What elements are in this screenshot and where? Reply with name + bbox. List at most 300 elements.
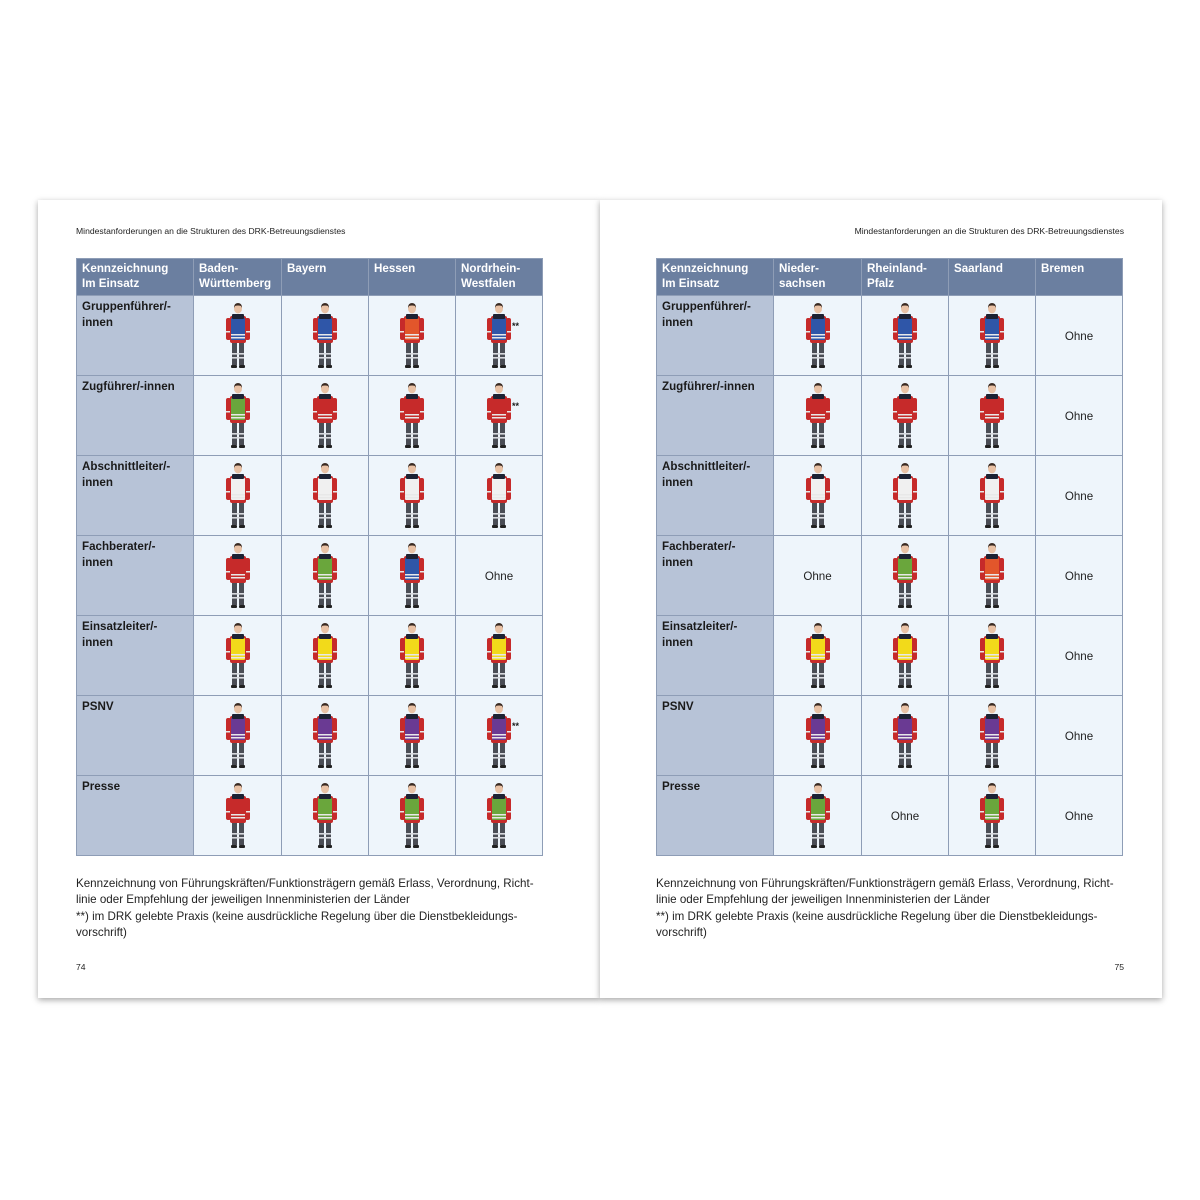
vest (985, 718, 999, 740)
uniformed-person-figure (803, 621, 833, 691)
table-cell (1036, 376, 1123, 456)
text-line: Presse (662, 780, 701, 793)
collar (493, 634, 505, 639)
vest (405, 478, 419, 500)
left-shoe (231, 765, 237, 768)
vest-reflector (231, 334, 245, 336)
leg-reflector (986, 677, 998, 679)
leg-reflector (986, 437, 998, 439)
vest (231, 798, 245, 820)
collar (493, 794, 505, 799)
leg-reflector (986, 673, 998, 675)
right-shoe (326, 365, 332, 368)
vest-reflector (405, 657, 419, 659)
vest-reflector (231, 737, 245, 739)
uniformed-person-figure (223, 461, 253, 531)
uniformed-person-figure (890, 621, 920, 691)
ohne-label: Ohne (890, 809, 920, 823)
vest-reflector (898, 734, 912, 736)
column-header-state (194, 259, 282, 296)
row-label (657, 296, 774, 376)
left-shoe (898, 365, 904, 368)
uniformed-person-figure (977, 381, 1007, 451)
leg-reflector (493, 673, 505, 675)
leg-reflector (406, 753, 418, 755)
text-line: innen (82, 476, 113, 489)
vest-reflector (811, 814, 825, 816)
leg-reflector (232, 757, 244, 759)
uniformed-person-figure (223, 301, 253, 371)
row-label (77, 376, 194, 456)
right-shoe (993, 845, 999, 848)
right-page (600, 200, 1162, 998)
vest-reflector (231, 337, 245, 339)
vest (985, 798, 999, 820)
table-cell (369, 536, 456, 616)
text-line: Bayern (287, 262, 327, 275)
ohne-label: Ohne (1064, 569, 1094, 583)
right-shoe (413, 685, 419, 688)
leg-reflector (812, 353, 824, 355)
left-shoe (405, 765, 411, 768)
text-line: Nieder- (779, 262, 819, 275)
collar (493, 474, 505, 479)
collar (812, 314, 824, 319)
left-shoe (811, 525, 817, 528)
left-shoe (811, 365, 817, 368)
text-line (374, 276, 450, 291)
vest-reflector (985, 737, 999, 739)
uniformed-person-figure (397, 621, 427, 691)
leg-reflector (812, 753, 824, 755)
table-cell (456, 376, 543, 456)
leg-reflector (986, 517, 998, 519)
right-shoe (819, 365, 825, 368)
text-line: Zugführer/-innen (662, 380, 755, 393)
left-shoe (405, 525, 411, 528)
uniformed-person-figure (223, 781, 253, 851)
table-cell (862, 456, 949, 536)
text-line: Württemberg (199, 277, 272, 290)
leg-reflector (319, 517, 331, 519)
leg-reflector (406, 673, 418, 675)
footnote-line: Kennzeichnung von Führungskräften/Funktionsträgern gemäß Erlass, Verordnung, Richt- (76, 877, 534, 890)
vest-reflector (985, 414, 999, 416)
table-cell (369, 376, 456, 456)
vest (811, 478, 825, 500)
left-shoe (318, 765, 324, 768)
text-line: PSNV (662, 700, 694, 713)
vest-reflector (985, 497, 999, 499)
row-label (657, 456, 774, 536)
table-cell (949, 456, 1036, 536)
left-shoe (405, 365, 411, 368)
vest (492, 398, 506, 420)
text-line: innen (82, 316, 113, 329)
collar (406, 634, 418, 639)
left-shoe (985, 685, 991, 688)
table-cell (774, 536, 862, 616)
text-line: Abschnittleiter/- (82, 460, 171, 473)
leg-reflector (812, 677, 824, 679)
left-shoe (318, 685, 324, 688)
vest (898, 318, 912, 340)
ohne-label: Ohne (1064, 409, 1094, 423)
footnote-line: linie oder Empfehlung der jeweiligen Innenministerien der Länder (656, 893, 990, 907)
vest-reflector (405, 414, 419, 416)
vest-reflector (492, 654, 506, 656)
left-shoe (318, 605, 324, 608)
table-cell (774, 296, 862, 376)
table-row (657, 376, 1123, 456)
uniformed-person-figure (977, 701, 1007, 771)
collar (899, 394, 911, 399)
table-cell (862, 616, 949, 696)
vest-reflector (985, 814, 999, 816)
uniformed-person-figure (484, 381, 514, 451)
left-shoe (231, 445, 237, 448)
vest-reflector (985, 817, 999, 819)
vest (985, 638, 999, 660)
left-shoe (492, 845, 498, 848)
leg-reflector (493, 357, 505, 359)
vest (492, 318, 506, 340)
table-cell (282, 696, 369, 776)
uniformed-person-figure (803, 301, 833, 371)
table-row (657, 616, 1123, 696)
leg-reflector (493, 837, 505, 839)
right-shoe (819, 685, 825, 688)
left-shoe (492, 365, 498, 368)
vest (492, 718, 506, 740)
table-row (77, 296, 543, 376)
table-cell (949, 296, 1036, 376)
table-cell (456, 296, 543, 376)
leg-reflector (406, 513, 418, 515)
right-shoe (413, 765, 419, 768)
table-cell (1036, 776, 1123, 856)
uniformed-person-figure (890, 701, 920, 771)
leg-reflector (319, 837, 331, 839)
collar (406, 314, 418, 319)
left-shoe (898, 525, 904, 528)
vest (318, 398, 332, 420)
uniformed-person-figure (310, 621, 340, 691)
left-shoe (492, 445, 498, 448)
collar (319, 394, 331, 399)
left-shoe (405, 685, 411, 688)
vest-reflector (492, 657, 506, 659)
leg-reflector (986, 753, 998, 755)
vest-reflector (318, 657, 332, 659)
table-cell (862, 696, 949, 776)
table-cell (282, 776, 369, 856)
uniformed-person-figure (890, 301, 920, 371)
text-line: innen (662, 636, 693, 649)
table-cell (862, 776, 949, 856)
collar (406, 714, 418, 719)
uniform-table-left (76, 258, 543, 856)
right-shoe (326, 525, 332, 528)
text-line: innen (662, 556, 693, 569)
text-line: Fachberater/- (82, 540, 156, 553)
row-label (77, 456, 194, 536)
table-cell (194, 376, 282, 456)
text-line: Fachberater/- (662, 540, 736, 553)
vest-reflector (492, 814, 506, 816)
table-row (77, 696, 543, 776)
leg-reflector (986, 837, 998, 839)
collar (493, 394, 505, 399)
vest (898, 718, 912, 740)
leg-reflector (493, 353, 505, 355)
leg-reflector (986, 357, 998, 359)
right-shoe (413, 845, 419, 848)
left-shoe (985, 525, 991, 528)
table-cell (456, 536, 543, 616)
leg-reflector (319, 753, 331, 755)
uniformed-person-figure (310, 701, 340, 771)
collar (899, 714, 911, 719)
collar (319, 474, 331, 479)
leg-reflector (986, 353, 998, 355)
vest-reflector (318, 737, 332, 739)
collar (986, 794, 998, 799)
left-shoe (318, 525, 324, 528)
leg-reflector (319, 433, 331, 435)
table-cell (282, 376, 369, 456)
collar (319, 794, 331, 799)
table-cell (774, 696, 862, 776)
leg-reflector (812, 513, 824, 515)
table-cell (456, 616, 543, 696)
leg-reflector (319, 513, 331, 515)
vest-reflector (898, 334, 912, 336)
ohne-label: Ohne (1064, 649, 1094, 663)
leg-reflector (232, 597, 244, 599)
collar (899, 554, 911, 559)
vest-reflector (318, 817, 332, 819)
vest (405, 798, 419, 820)
text-line: Gruppenführer/- (82, 300, 171, 313)
table-cell (194, 776, 282, 856)
vest-reflector (405, 337, 419, 339)
running-head-right: Mindestanforderungen an die Strukturen des DRK-Betreuungsdienstes (854, 226, 1124, 236)
text-line (1041, 276, 1117, 291)
uniformed-person-figure (484, 301, 514, 371)
vest-reflector (231, 814, 245, 816)
leg-reflector (319, 597, 331, 599)
leg-reflector (232, 833, 244, 835)
vest-reflector (492, 734, 506, 736)
uniformed-person-figure (310, 381, 340, 451)
collar (232, 474, 244, 479)
vest-reflector (405, 334, 419, 336)
vest-reflector (405, 654, 419, 656)
leg-reflector (986, 433, 998, 435)
right-shoe (993, 445, 999, 448)
leg-reflector (319, 677, 331, 679)
vest-reflector (898, 737, 912, 739)
footnote-left (76, 876, 546, 942)
ohne-label: Ohne (1064, 329, 1094, 343)
text-line: Einsatzleiter/- (82, 620, 158, 633)
leg-reflector (232, 433, 244, 435)
practice-note-marker: ** (512, 721, 520, 731)
table-cell (194, 696, 282, 776)
vest-reflector (898, 574, 912, 576)
vest (231, 398, 245, 420)
vest-reflector (231, 577, 245, 579)
vest (985, 558, 999, 580)
table-row (657, 536, 1123, 616)
leg-reflector (986, 513, 998, 515)
vest (405, 718, 419, 740)
column-header-kennzeichnung (657, 259, 774, 296)
text-line: innen (662, 476, 693, 489)
vest-reflector (898, 337, 912, 339)
right-shoe (239, 845, 245, 848)
footnote-line: Kennzeichnung von Führungskräften/Funktionsträgern gemäß Erlass, Verordnung, Richt- (656, 877, 1114, 890)
leg-reflector (899, 353, 911, 355)
table-cell (194, 296, 282, 376)
uniformed-person-figure (890, 381, 920, 451)
table-row (77, 776, 543, 856)
leg-reflector (406, 357, 418, 359)
table-cell (369, 696, 456, 776)
vest-reflector (405, 734, 419, 736)
vest-reflector (492, 414, 506, 416)
vest (405, 558, 419, 580)
row-label (657, 696, 774, 776)
collar (812, 634, 824, 639)
table-cell (1036, 456, 1123, 536)
leg-reflector (899, 677, 911, 679)
page-number-left: 74 (76, 962, 86, 972)
right-shoe (993, 365, 999, 368)
vest-reflector (811, 737, 825, 739)
vest (898, 558, 912, 580)
left-shoe (318, 845, 324, 848)
leg-reflector (406, 437, 418, 439)
leg-reflector (406, 517, 418, 519)
vest (985, 398, 999, 420)
leg-reflector (812, 437, 824, 439)
leg-reflector (493, 433, 505, 435)
vest-reflector (231, 494, 245, 496)
right-shoe (819, 845, 825, 848)
vest-reflector (898, 654, 912, 656)
left-shoe (811, 445, 817, 448)
table-cell (862, 536, 949, 616)
table-row (657, 456, 1123, 536)
leg-reflector (899, 357, 911, 359)
leg-reflector (986, 757, 998, 759)
table-cell (862, 296, 949, 376)
right-shoe (500, 445, 506, 448)
text-line: Einsatzleiter/- (662, 620, 738, 633)
leg-reflector (899, 593, 911, 595)
right-shoe (326, 765, 332, 768)
collar (493, 714, 505, 719)
uniformed-person-figure (310, 781, 340, 851)
leg-reflector (493, 513, 505, 515)
column-header-state (774, 259, 862, 296)
ohne-label: Ohne (484, 569, 514, 583)
collar (986, 554, 998, 559)
leg-reflector (493, 753, 505, 755)
vest-reflector (492, 497, 506, 499)
text-line: Baden- (199, 262, 239, 275)
text-line: innen (662, 316, 693, 329)
right-shoe (239, 685, 245, 688)
vest-reflector (231, 417, 245, 419)
leg-reflector (812, 757, 824, 759)
vest-reflector (318, 334, 332, 336)
table-cell (862, 376, 949, 456)
vest-reflector (318, 337, 332, 339)
leg-reflector (319, 437, 331, 439)
vest-reflector (985, 494, 999, 496)
column-header-state (862, 259, 949, 296)
practice-note-marker: ** (512, 321, 520, 331)
text-line: Im Einsatz (82, 277, 140, 290)
vest-reflector (811, 334, 825, 336)
vest (231, 718, 245, 740)
table-cell (949, 376, 1036, 456)
vest-reflector (898, 577, 912, 579)
vest-reflector (231, 497, 245, 499)
vest-reflector (318, 814, 332, 816)
text-line: Gruppenführer/- (662, 300, 751, 313)
uniformed-person-figure (397, 301, 427, 371)
collar (232, 394, 244, 399)
vest (318, 318, 332, 340)
uniformed-person-figure (890, 541, 920, 611)
collar (232, 554, 244, 559)
left-shoe (985, 445, 991, 448)
vest-reflector (898, 657, 912, 659)
right-shoe (413, 605, 419, 608)
uniformed-person-figure (890, 461, 920, 531)
uniformed-person-figure (223, 381, 253, 451)
right-shoe (239, 525, 245, 528)
vest-reflector (492, 494, 506, 496)
right-shoe (906, 605, 912, 608)
left-shoe (492, 765, 498, 768)
vest-reflector (985, 734, 999, 736)
vest-reflector (492, 817, 506, 819)
row-label (657, 776, 774, 856)
text-line: Westfalen (461, 277, 516, 290)
text-line: Kennzeichnung (82, 262, 169, 275)
ohne-label: Ohne (1064, 809, 1094, 823)
table-cell (369, 776, 456, 856)
row-label (77, 776, 194, 856)
right-shoe (819, 525, 825, 528)
collar (319, 314, 331, 319)
collar (406, 394, 418, 399)
vest (492, 798, 506, 820)
row-label (77, 616, 194, 696)
table-row (77, 456, 543, 536)
vest (898, 398, 912, 420)
left-shoe (231, 845, 237, 848)
collar (232, 794, 244, 799)
text-line: Rheinland- (867, 262, 927, 275)
vest (811, 318, 825, 340)
text-line: Kennzeichnung (662, 262, 749, 275)
